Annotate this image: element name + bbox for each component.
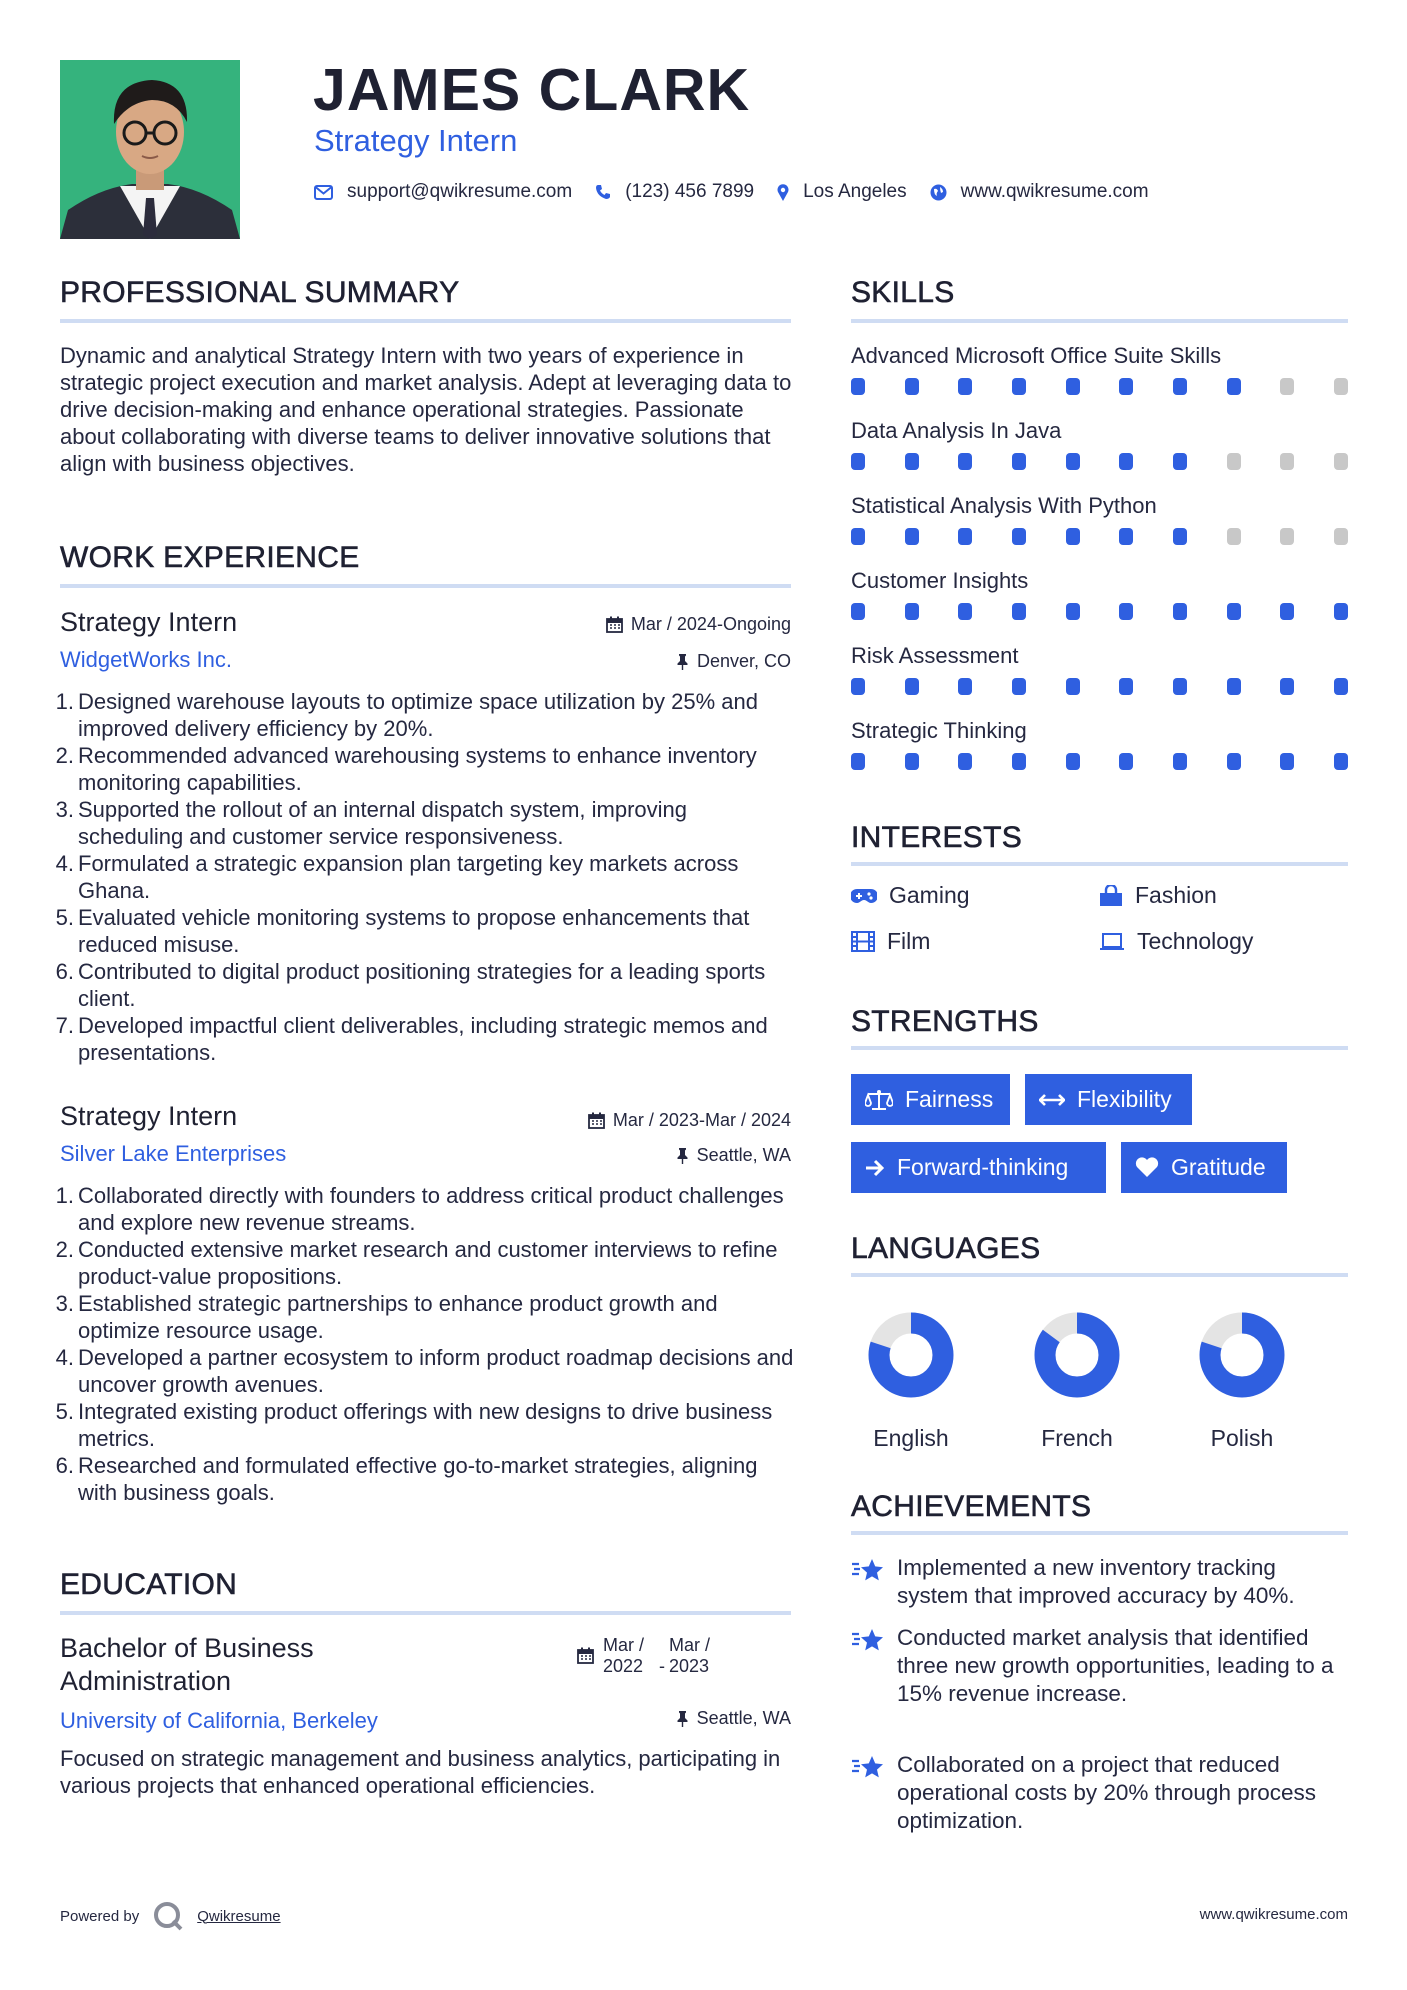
skill-dot-filled (1119, 378, 1133, 395)
star-icon (851, 1558, 885, 1584)
interests-divider (851, 862, 1348, 866)
skill-dot-filled (1012, 378, 1026, 395)
interest-label: Gaming (889, 882, 970, 908)
list-item: 3. Supported the rollout of an internal dispatch system, improving scheduling and customer service responsiveness. (55, 797, 687, 849)
email-text: support@qwikresume.com (347, 181, 573, 202)
job-location (480, 1145, 791, 1166)
strength-label: Flexibility (1077, 1086, 1172, 1112)
date-separator: - (659, 1656, 665, 1676)
skill-dot-filled (905, 678, 919, 695)
skill-dot-filled (1012, 678, 1026, 695)
brand-link[interactable]: Qwikresume (197, 1907, 281, 1925)
list-item: 1. Collaborated directly with founders to address critical product challenges and explore new revenue streams. (55, 1183, 784, 1235)
strength-tag (851, 1142, 1106, 1193)
contact-bar (314, 179, 1172, 205)
language-name: Polish (1210, 1425, 1274, 1451)
profile-photo (60, 60, 240, 239)
skill-dot-filled (1227, 678, 1241, 695)
job-title: Strategy Intern (60, 1101, 238, 1131)
skills-divider (851, 319, 1348, 323)
degree-line-1: Bachelor of Business (60, 1633, 314, 1663)
skill-dot-filled (1012, 753, 1026, 770)
arrows-horizontal-icon (1039, 1093, 1065, 1107)
job-date (480, 1110, 791, 1131)
job-company: Silver Lake Enterprises (60, 1141, 287, 1166)
skill-rating (851, 603, 1348, 620)
skill-dot-filled (851, 453, 865, 470)
skill-dot-empty (1227, 528, 1241, 545)
skill-item (851, 417, 1348, 492)
shopping-bag-icon (1099, 885, 1123, 907)
list-item: 5. Integrated existing product offerings with new designs to drive business metrics. (55, 1399, 773, 1451)
skill-dot-filled (1119, 528, 1133, 545)
interests-heading: INTERESTS (851, 821, 1023, 854)
education-description: Focused on strategic management and business analytics, participating in various projects that enhanced operational efficiencies. (60, 1746, 781, 1798)
list-item: 2. Recommended advanced warehousing systems to enhance inventory monitoring capabilities. (55, 743, 757, 795)
skill-dot-filled (1227, 378, 1241, 395)
contact-location (777, 181, 907, 203)
job-date-text: Mar / 2023-Mar / 2024 (612, 1110, 791, 1130)
languages-divider (851, 1273, 1348, 1277)
website-text: www.qwikresume.com (960, 181, 1149, 202)
phone-icon (595, 184, 611, 200)
strengths-heading: STRENGTHS (851, 1005, 1039, 1038)
envelope-icon (314, 185, 333, 200)
strength-tag (851, 1074, 1010, 1125)
education-date-from: Mar / 2022 (603, 1635, 645, 1676)
skill-dot-empty (1334, 528, 1348, 545)
skill-item (851, 717, 1348, 792)
job-title: Strategy Intern (60, 607, 238, 637)
skill-dot-filled (1119, 753, 1133, 770)
list-item: 4. Formulated a strategic expansion plan targeting key markets across Ghana. (55, 851, 739, 903)
skill-rating (851, 678, 1348, 695)
calendar-icon (577, 1647, 594, 1664)
language-item (846, 1312, 976, 1452)
job-location-text: Seattle, WA (696, 1145, 791, 1165)
language-item (1012, 1312, 1142, 1452)
skill-dot-filled (958, 453, 972, 470)
school-name: University of California, Berkeley (60, 1708, 378, 1733)
skill-dot-filled (905, 453, 919, 470)
skill-dot-filled (1119, 603, 1133, 620)
skill-name: Risk Assessment (851, 643, 1019, 668)
pushpin-icon (676, 1710, 689, 1727)
skill-dot-filled (1173, 753, 1187, 770)
laptop-icon (1099, 933, 1125, 951)
achievements-divider (851, 1531, 1348, 1535)
skill-dot-filled (1066, 753, 1080, 770)
qwikresume-logo-icon (153, 1901, 185, 1931)
achievements-heading: ACHIEVEMENTS (851, 1490, 1092, 1523)
job-company: WidgetWorks Inc. (60, 647, 232, 672)
globe-icon (930, 184, 947, 201)
skill-dot-filled (958, 528, 972, 545)
education-divider (60, 1611, 791, 1615)
education-dates (577, 1635, 710, 1677)
balance-scale-icon (865, 1089, 893, 1111)
skill-rating (851, 453, 1348, 470)
skill-dot-filled (1173, 603, 1187, 620)
skill-dot-empty (1280, 453, 1294, 470)
skill-dot-filled (1066, 528, 1080, 545)
strength-tag (1025, 1074, 1192, 1125)
achievement-item (851, 1554, 1351, 1610)
skill-dot-filled (905, 528, 919, 545)
skill-dot-filled (1280, 603, 1294, 620)
achievement-item (851, 1751, 1351, 1835)
skill-dot-filled (958, 378, 972, 395)
skill-dot-filled (851, 603, 865, 620)
achievement-text: Implemented a new inventory tracking system that improved accuracy by 40%. (897, 1555, 1295, 1608)
interest-label: Film (887, 928, 931, 954)
pushpin-icon (676, 1147, 689, 1164)
skill-dot-filled (1227, 603, 1241, 620)
star-icon (851, 1755, 885, 1781)
skill-dot-filled (851, 528, 865, 545)
skill-name: Data Analysis In Java (851, 418, 1062, 443)
skill-dot-filled (1012, 528, 1026, 545)
skill-dot-filled (905, 378, 919, 395)
skill-dot-filled (1066, 678, 1080, 695)
calendar-icon (606, 616, 623, 633)
achievement-item (851, 1624, 1351, 1708)
phone-text: (123) 456 7899 (625, 181, 755, 202)
footer-website[interactable]: www.qwikresume.com (1199, 1906, 1348, 1923)
skill-name: Advanced Microsoft Office Suite Skills (851, 343, 1222, 368)
skill-dot-filled (1334, 753, 1348, 770)
skill-dot-empty (1334, 378, 1348, 395)
summary-text: Dynamic and analytical Strategy Intern with two years of experience in strategic project execution and market analysis. Adept at leveraging data to drive decision-making and enhance operational strategies. Passionate about collaborating with diverse teams to deliver innovative solutions that align with business objectives. (60, 343, 792, 476)
skills-list (851, 342, 1348, 792)
achievement-text: Conducted market analysis that identified three new growth opportunities, leading to a 15% revenue increase. (897, 1625, 1334, 1706)
skill-dot-filled (1012, 603, 1026, 620)
arrow-right-icon (865, 1159, 885, 1177)
skill-item (851, 567, 1348, 642)
skill-item (851, 642, 1348, 717)
strength-label: Fairness (905, 1086, 994, 1112)
summary-heading: PROFESSIONAL SUMMARY (60, 276, 460, 309)
job-location-text: Denver, CO (696, 651, 791, 671)
location-pin-icon (777, 184, 789, 201)
list-item: 4. Developed a partner ecosystem to inform product roadmap decisions and uncover growth avenues. (55, 1345, 794, 1397)
heart-icon (1135, 1157, 1159, 1178)
skill-dot-filled (905, 753, 919, 770)
skill-dot-filled (1173, 378, 1187, 395)
list-item: 1. Designed warehouse layouts to optimize space utilization by 25% and improved delivery efficiency by 20%. (55, 689, 758, 741)
skill-dot-filled (1227, 753, 1241, 770)
skill-item (851, 492, 1348, 567)
skill-dot-filled (851, 753, 865, 770)
footer-powered-by (60, 1901, 281, 1931)
skill-rating (851, 753, 1348, 770)
star-icon (851, 1628, 885, 1654)
film-icon (851, 931, 875, 952)
skill-dot-filled (958, 678, 972, 695)
skill-dot-filled (1334, 678, 1348, 695)
summary-divider (60, 319, 791, 323)
strength-tag (1121, 1142, 1287, 1193)
degree-line-2: Administration (60, 1666, 232, 1696)
interest-label: Fashion (1135, 882, 1217, 908)
list-item: 2. Conducted extensive market research and customer interviews to refine product-value propositions. (55, 1237, 778, 1289)
job-date (480, 614, 791, 635)
powered-by-text: Powered by (60, 1907, 140, 1925)
list-item: 6. Researched and formulated effective go-to-market strategies, aligning with business goals. (55, 1453, 758, 1505)
list-item: 7. Developed impactful client deliverables, including strategic memos and presentations. (55, 1013, 768, 1065)
education-date-to: Mar / 2023 (669, 1635, 711, 1676)
skill-name: Customer Insights (851, 568, 1029, 593)
education-heading: EDUCATION (60, 1568, 238, 1601)
contact-website[interactable] (930, 181, 1149, 203)
skill-dot-filled (1173, 453, 1187, 470)
candidate-title: Strategy Intern (314, 123, 518, 158)
skill-dot-filled (1119, 453, 1133, 470)
skill-dot-filled (1066, 453, 1080, 470)
contact-email[interactable] (314, 181, 572, 203)
candidate-name: JAMES CLARK (313, 57, 751, 123)
language-item (1177, 1312, 1307, 1452)
job-location (480, 651, 791, 672)
skill-item (851, 342, 1348, 417)
skill-rating (851, 528, 1348, 545)
job-date-text: Mar / 2024-Ongoing (630, 614, 791, 634)
list-item: 3. Established strategic partnerships to enhance product growth and optimize resource usage. (55, 1291, 718, 1343)
languages-heading: LANGUAGES (851, 1232, 1041, 1265)
skills-heading: SKILLS (851, 276, 955, 309)
strengths-divider (851, 1046, 1348, 1050)
calendar-icon (588, 1112, 605, 1129)
strength-label: Forward-thinking (897, 1154, 1069, 1180)
interest-label: Technology (1137, 928, 1254, 954)
degree-title (60, 1632, 314, 1698)
location-text: Los Angeles (803, 181, 907, 202)
skill-dot-filled (1280, 678, 1294, 695)
skill-dot-filled (1066, 603, 1080, 620)
skill-name: Statistical Analysis With Python (851, 493, 1157, 518)
skill-dot-filled (851, 378, 865, 395)
pushpin-icon (676, 653, 689, 670)
skill-dot-filled (1173, 528, 1187, 545)
skill-dot-filled (1334, 603, 1348, 620)
job-bullets (55, 688, 795, 1066)
gamepad-icon (851, 888, 877, 904)
experience-divider (60, 584, 791, 588)
language-name: English (873, 1425, 949, 1451)
skill-dot-filled (1119, 678, 1133, 695)
contact-phone[interactable] (595, 181, 754, 203)
language-name: French (1041, 1425, 1113, 1451)
skill-dot-filled (905, 603, 919, 620)
skill-rating (851, 378, 1348, 395)
experience-heading: WORK EXPERIENCE (60, 541, 360, 574)
skill-dot-filled (1173, 678, 1187, 695)
achievement-text: Collaborated on a project that reduced operational costs by 20% through process optimization. (897, 1752, 1316, 1833)
skill-dot-filled (1012, 453, 1026, 470)
list-item: 6. Contributed to digital product positioning strategies for a leading sports client. (55, 959, 766, 1011)
interest-item (1099, 882, 1217, 909)
interest-item (1099, 928, 1253, 955)
interest-item (851, 928, 930, 955)
language-proficiency-ring (868, 1312, 954, 1398)
skill-dot-filled (958, 753, 972, 770)
language-proficiency-ring (1034, 1312, 1120, 1398)
skill-dot-empty (1227, 453, 1241, 470)
skill-dot-filled (1280, 753, 1294, 770)
job-bullets (55, 1182, 795, 1506)
language-proficiency-ring (1199, 1312, 1285, 1398)
skill-dot-empty (1280, 528, 1294, 545)
skill-dot-empty (1334, 453, 1348, 470)
school-location-text: Seattle, WA (696, 1708, 791, 1728)
skill-dot-filled (1066, 378, 1080, 395)
skill-name: Strategic Thinking (851, 718, 1027, 743)
strength-label: Gratitude (1171, 1154, 1266, 1180)
school-location (480, 1708, 791, 1729)
skill-dot-filled (958, 603, 972, 620)
skill-dot-empty (1280, 378, 1294, 395)
interest-item (851, 882, 970, 909)
list-item: 5. Evaluated vehicle monitoring systems to propose enhancements that reduced misuse. (55, 905, 750, 957)
skill-dot-filled (851, 678, 865, 695)
